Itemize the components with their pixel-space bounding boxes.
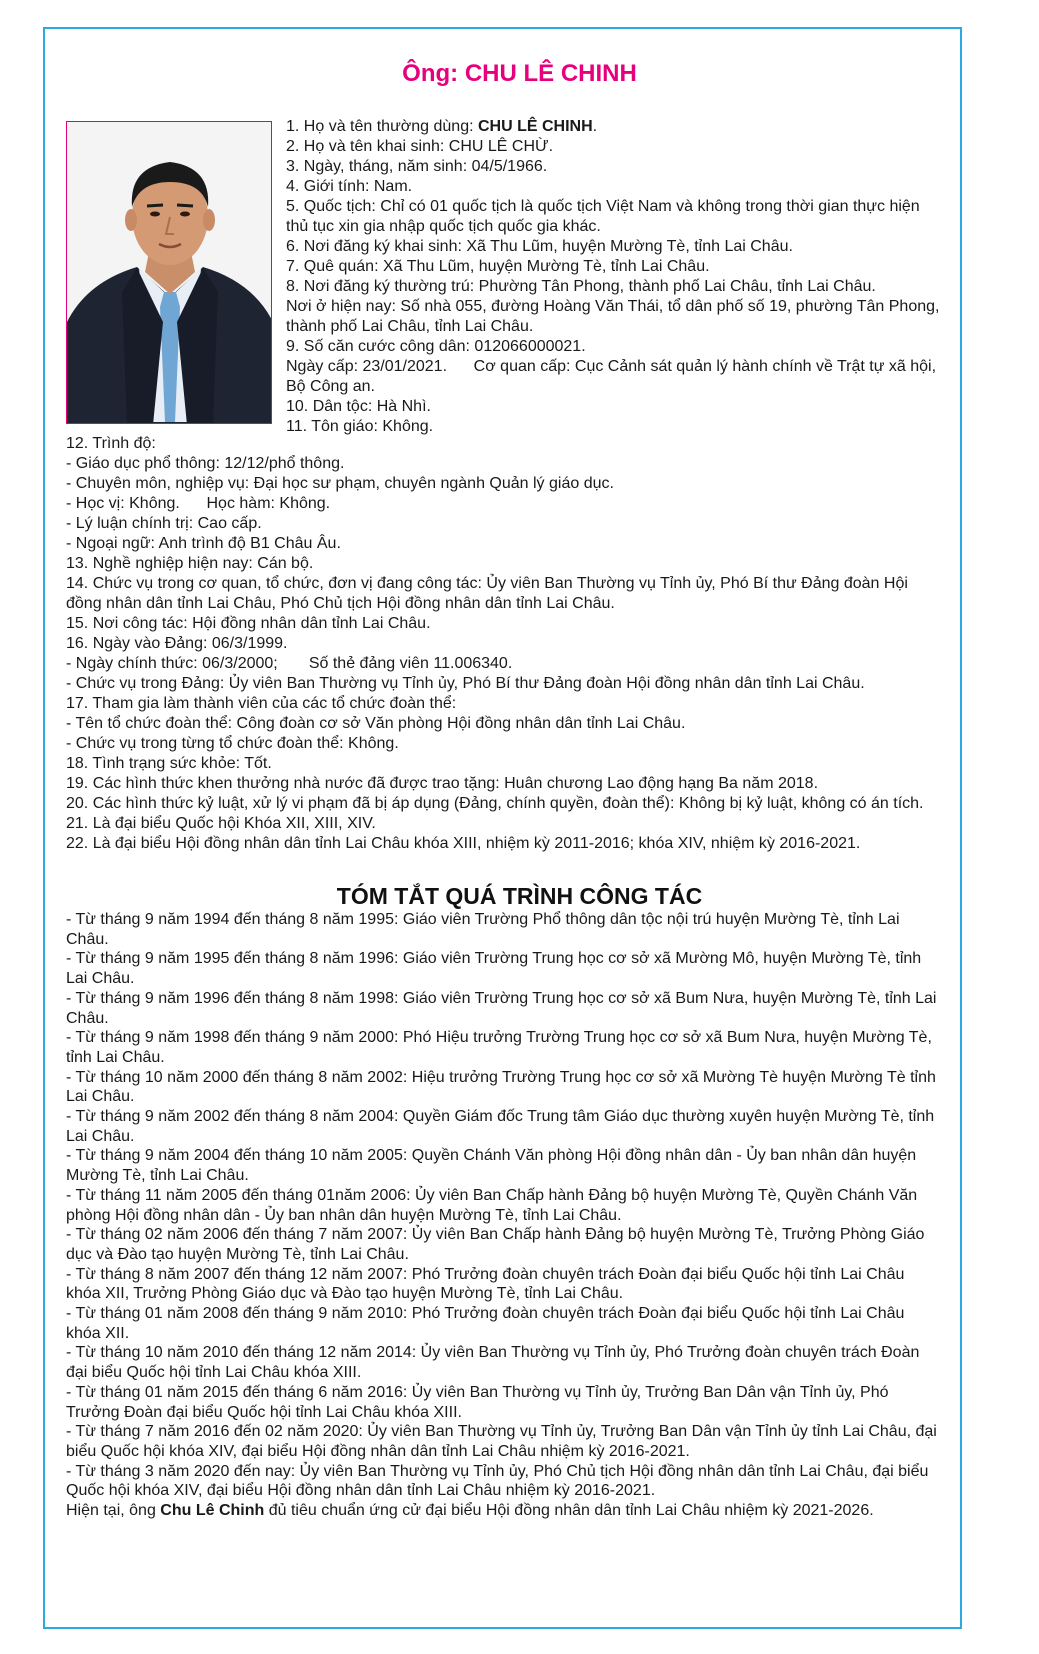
- info-line: 3. Ngày, tháng, năm sinh: 04/5/1966.: [286, 158, 548, 175]
- info-line: 14. Chức vụ trong cơ quan, tổ chức, đơn vị đang công tác: Ủy viên Ban Thường vụ Tỉnh ủy, Phó Bí thư Đảng đoàn Hội đồng nhân dân tỉnh Lai Châu, Phó Chủ tịch Hội đồng nhân dân tỉnh Lai Châu.: [66, 575, 908, 612]
- info-line: 10. Dân tộc: Hà Nhì.: [286, 398, 431, 415]
- career-item: - Từ tháng 3 năm 2020 đến nay: Ủy viên Ban Thường vụ Tỉnh ủy, Phó Chủ tịch Hội đồng nhân dân tỉnh Lai Châu, đại biểu Quốc hội khóa XIV, đại biểu Hội đồng nhân dân tỉnh Lai Châu nhiệm kỳ 2016-2021.: [66, 1462, 929, 1500]
- info-line: 12. Trình độ:: [66, 435, 156, 452]
- info-line: 20. Các hình thức kỷ luật, xử lý vi phạm đã bị áp dụng (Đảng, chính quyền, đoàn thể): Không bị kỷ luật, không có án tích.: [66, 795, 924, 812]
- career-item: - Từ tháng 9 năm 1994 đến tháng 8 năm 1995: Giáo viên Trường Phổ thông dân tộc nội trú huyện Mường Tè, tỉnh Lai Châu.: [66, 911, 900, 948]
- info-line: 6. Nơi đăng ký khai sinh: Xã Thu Lũm, huyện Mường Tè, tỉnh Lai Châu.: [286, 238, 793, 255]
- info-line: 22. Là đại biểu Hội đồng nhân dân tỉnh Lai Châu khóa XIII, nhiệm kỳ 2011-2016; khóa XIV, nhiệm kỳ 2016-2021.: [66, 835, 861, 852]
- info-line: - Tên tổ chức đoàn thể: Công đoàn cơ sở Văn phòng Hội đồng nhân dân tỉnh Lai Châu.: [66, 715, 686, 732]
- info-line: - Ngoại ngữ: Anh trình độ B1 Châu Âu.: [66, 535, 341, 552]
- info-line: - Chức vụ trong Đảng: Ủy viên Ban Thường vụ Tỉnh ủy, Phó Bí thư Đảng đoàn Hội đồng nhân dân tỉnh Lai Châu.: [66, 675, 865, 692]
- career-summary-heading: TÓM TẮT QUÁ TRÌNH CÔNG TÁC: [336, 883, 703, 909]
- info-line: - Giáo dục phổ thông: 12/12/phổ thông.: [66, 455, 345, 472]
- info-line: 4. Giới tính: Nam.: [286, 178, 413, 195]
- info-line: - Ngày chính thức: 06/3/2000; Số thẻ đảng viên 11.006340.: [66, 655, 513, 672]
- career-item: - Từ tháng 7 năm 2016 đến 02 năm 2020: Ủy viên Ban Thường vụ Tỉnh ủy, Trưởng Ban Dân vận Tỉnh ủy tỉnh Lai Châu, đại biểu Quốc hội khóa XIV, đại biểu Hội đồng nhân dân tỉnh Lai Châu nhiệm kỳ 2016-2021.: [66, 1423, 937, 1460]
- info-line: 9. Số căn cước công dân: 012066000021.: [286, 338, 586, 355]
- info-line: - Lý luận chính trị: Cao cấp.: [66, 515, 262, 532]
- portrait-image: [67, 122, 272, 424]
- personal-info-top: [286, 117, 946, 437]
- career-item: - Từ tháng 9 năm 1998 đến tháng 9 năm 2000: Phó Hiệu trưởng Trường Trung học cơ sở xã Bum Nưa, huyện Mường Tè, tỉnh Lai Châu.: [66, 1029, 932, 1066]
- info-line: 16. Ngày vào Đảng: 06/3/1999.: [66, 635, 288, 652]
- info-line-1: 1. Họ và tên thường dùng: CHU LÊ CHINH.: [286, 118, 598, 135]
- info-line: 8. Nơi đăng ký thường trú: Phường Tân Phong, thành phố Lai Châu, tỉnh Lai Châu.: [286, 278, 876, 295]
- info-line: - Học vị: Không. Học hàm: Không.: [66, 495, 331, 512]
- info-line: 21. Là đại biểu Quốc hội Khóa XII, XIII, XIV.: [66, 815, 376, 832]
- info-line: 11. Tôn giáo: Không.: [286, 418, 434, 435]
- info-line: 19. Các hình thức khen thưởng nhà nước đã được trao tặng: Huân chương Lao động hạng Ba năm 2018.: [66, 775, 819, 792]
- info-line: Nơi ở hiện nay: Số nhà 055, đường Hoàng Văn Thái, tổ dân phố số 19, phường Tân Phong, thành phố Lai Châu, tỉnh Lai Châu.: [286, 298, 940, 335]
- info-line: Ngày cấp: 23/01/2021. Cơ quan cấp: Cục Cảnh sát quản lý hành chính về Trật tự xã hội, Bộ Công an.: [286, 358, 941, 395]
- info-line: 5. Quốc tịch: Chỉ có 01 quốc tịch là quốc tịch Việt Nam và không trong thời gian thực hiện thủ tục xin gia nhập quốc tịch quốc gia khác.: [286, 198, 920, 235]
- career-item: - Từ tháng 10 năm 2010 đến tháng 12 năm 2014: Ủy viên Ban Thường vụ Tỉnh ủy, Phó Trưởng đoàn chuyên trách Đoàn đại biểu Quốc hội tỉnh Lai Châu khóa XIII.: [66, 1344, 920, 1382]
- info-line: - Chuyên môn, nghiệp vụ: Đại học sư phạm, chuyên ngành Quản lý giáo dục.: [66, 475, 614, 492]
- career-item: - Từ tháng 10 năm 2000 đến tháng 8 năm 2002: Hiệu trưởng Trường Trung học cơ sở xã Mường Tè huyện Mường Tè tỉnh Lai Châu.: [66, 1068, 936, 1106]
- info-line: 17. Tham gia làm thành viên của các tổ chức đoàn thể:: [66, 695, 457, 712]
- career-item: - Từ tháng 9 năm 2002 đến tháng 8 năm 2004: Quyền Giám đốc Trung tâm Giáo dục thường xuyên huyện Mường Tè, tỉnh Lai Châu.: [66, 1108, 935, 1145]
- career-item: - Từ tháng 9 năm 1995 đến tháng 8 năm 1996: Giáo viên Trường Trung học cơ sở xã Mường Mô, huyện Mường Tè, tỉnh Lai Châu.: [66, 950, 922, 988]
- name-bold: CHU LÊ CHINH: [478, 118, 593, 135]
- info-line: 18. Tình trạng sức khỏe: Tốt.: [66, 755, 272, 772]
- career-list: [66, 910, 942, 1521]
- career-item: - Từ tháng 01 năm 2008 đến tháng 9 năm 2010: Phó Trưởng đoàn chuyên trách Đoàn đại biểu Quốc hội tỉnh Lai Châu khóa XII.: [66, 1305, 905, 1342]
- career-item: - Từ tháng 9 năm 2004 đến tháng 10 năm 2005: Quyền Chánh Văn phòng Hội đồng nhân dân - Ủy ban nhân dân huyện Mường Tè, tỉnh Lai Châu.: [66, 1147, 917, 1185]
- personal-info-bottom: [66, 434, 946, 854]
- info-line: 13. Nghề nghiệp hiện nay: Cán bộ.: [66, 555, 314, 572]
- info-line: 2. Họ và tên khai sinh: CHU LÊ CHỪ.: [286, 138, 554, 155]
- career-item: - Từ tháng 02 năm 2006 đến tháng 7 năm 2007: Ủy viên Ban Chấp hành Đảng bộ huyện Mường Tè, Trưởng Phòng Giáo dục và Đào tạo huyện Mường Tè, tỉnh Lai Châu.: [66, 1226, 925, 1263]
- career-item: - Từ tháng 8 năm 2007 đến tháng 12 năm 2007: Phó Trưởng đoàn chuyên trách Đoàn đại biểu Quốc hội tỉnh Lai Châu khóa XII, Trưởng Phòng Giáo dục và Đào tạo huyện Mường Tè, tỉnh Lai Châu.: [66, 1265, 905, 1303]
- career-item: - Từ tháng 9 năm 1996 đến tháng 8 năm 1998: Giáo viên Trường Trung học cơ sở xã Bum Nưa, huyện Mường Tè, tỉnh Lai Châu.: [66, 989, 937, 1027]
- career-item: - Từ tháng 01 năm 2015 đến tháng 6 năm 2016: Ủy viên Ban Thường vụ Tỉnh ủy, Trưởng Ban Dân vận Tỉnh ủy, Phó Trưởng Đoàn đại biểu Quốc hội tỉnh Lai Châu khóa XIII.: [66, 1383, 889, 1421]
- info-line: 15. Nơi công tác: Hội đồng nhân dân tỉnh Lai Châu.: [66, 615, 431, 632]
- info-line: - Chức vụ trong từng tổ chức đoàn thể: Không.: [66, 735, 399, 752]
- portrait-photo: [66, 121, 272, 424]
- closing-name-bold: Chu Lê Chinh: [160, 1502, 265, 1520]
- career-item: - Từ tháng 11 năm 2005 đến tháng 01năm 2006: Ủy viên Ban Chấp hành Đảng bộ huyện Mường Tè, Quyền Chánh Văn phòng Hội đồng nhân dân - Ủy ban nhân dân huyện Mường Tè, tỉnh Lai Châu.: [66, 1186, 918, 1224]
- closing-statement: Hiện tại, ông Chu Lê Chinh đủ tiêu chuẩn ứng cử đại biểu Hội đồng nhân dân tỉnh Lai Châu nhiệm kỳ 2021-2026.: [66, 1502, 874, 1520]
- page-title: Ông: CHU LÊ CHINH: [402, 60, 637, 87]
- info-line: 7. Quê quán: Xã Thu Lũm, huyện Mường Tè, tỉnh Lai Châu.: [286, 258, 710, 275]
